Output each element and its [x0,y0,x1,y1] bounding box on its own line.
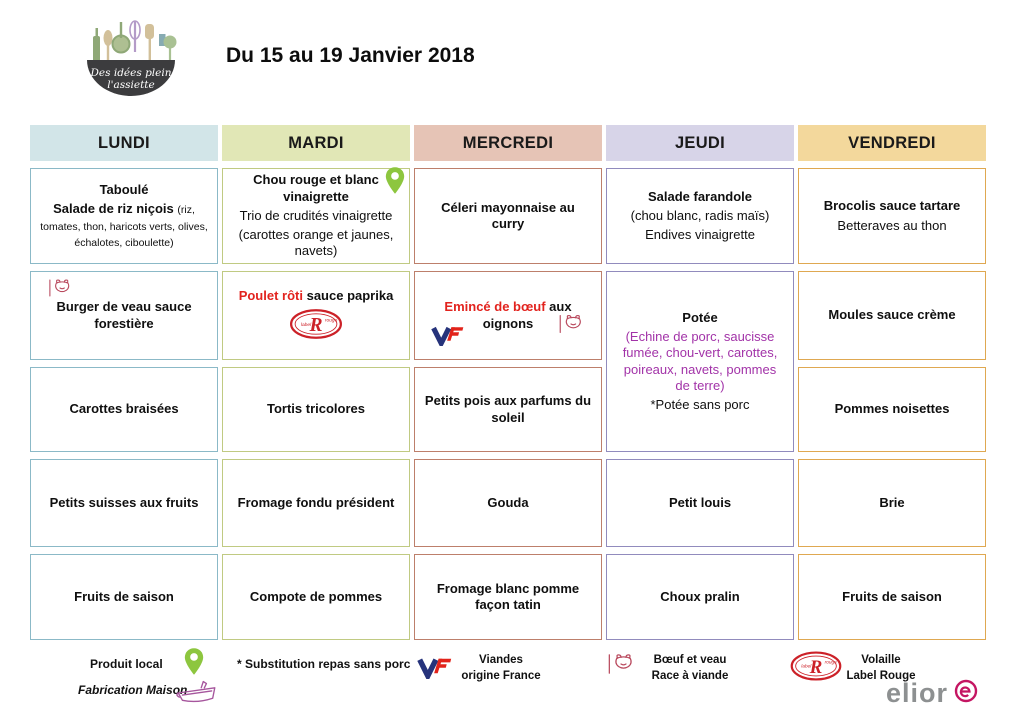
viandes-france-icon [431,322,465,351]
cell-mercredi-starter [414,168,602,264]
cell-vendredi-main [798,271,986,360]
beef-veal-icon [47,278,73,303]
dish-name: Fromage blanc pomme façon tatin [436,580,580,612]
homemade-dish-icon [172,677,220,714]
legend-fabrication-maison-label: Fabrication Maison [78,683,188,697]
legend-volaille-label: Volaille Label Rouge [846,654,916,682]
dish-detail: (chou blanc, radis maïs) [630,207,770,223]
dish-name: Céleri mayonnaise au curry [441,199,575,231]
cell-lundi-starter [30,168,218,264]
column-mardi [222,125,410,640]
dish-name: Brocolis sauce tartare [823,198,961,214]
dish-name: Brie [879,494,905,510]
dish-name: Endives vinaigrette [645,227,755,243]
cell-mercredi-dessert [414,554,602,640]
svg-text:R: R [809,656,823,678]
dish-name: Chou rouge et blanc vinaigrette [253,172,379,204]
svg-text:label: label [300,322,312,328]
dish-name: Tortis tricolores [266,401,365,417]
cell-lundi-cheese [30,459,218,547]
elior-logo-text: elior [886,678,949,708]
dish-name: Trio de crudités vinaigrette [239,207,393,223]
beef-veal-icon [606,653,636,680]
dish-name: Petit louis [668,494,732,510]
cell-vendredi-starter [798,168,986,264]
svg-text:label: label [801,664,812,670]
cell-jeudi-starter [606,168,794,264]
brand-logo-text-line2: l'assiette [107,79,155,91]
cell-jeudi-cheese [606,459,794,547]
menu-table [30,125,986,640]
dish-name: Betteraves au thon [837,217,947,233]
dish-name: Choux pralin [660,588,740,604]
svg-text:rouge: rouge [324,317,338,323]
legend-boeuf-label: Bœuf et veau Race à viande [651,654,729,682]
label-rouge-icon [790,650,842,687]
cell-mardi-side [222,367,410,452]
dish-name: Salade de riz niçois (riz, tomates, thon, haricots verts, olives, échalotes, ciboulette) [40,201,208,249]
beef-veal-icon [557,314,585,339]
dish-name: Salade farandole [647,188,753,204]
day-header-lundi: LUNDI [30,125,218,161]
column-mercredi [414,125,602,640]
dish-name: Pommes noisettes [834,401,950,417]
brand-logo-text-line1: Des idées plein [90,67,172,79]
dish-name: Fruits de saison [842,588,942,604]
cell-mercredi-side [414,367,602,452]
cell-vendredi-side [798,367,986,452]
dish-name: Poulet rôti sauce paprika [238,287,394,303]
brand-logo [75,8,187,107]
day-header-mardi: MARDI [222,125,410,161]
dish-name: Burger de veau sauce forestière [56,299,192,331]
cell-mardi-cheese [222,459,410,547]
cell-jeudi-main-merged [606,271,794,452]
dish-detail: (carottes orange et jaunes, navets) [238,227,394,259]
label-rouge-icon [289,308,343,345]
cell-lundi-main [30,271,218,360]
dish-name: Moules sauce crème [828,307,956,323]
day-header-vendredi: VENDREDI [798,125,986,161]
elior-logo [886,678,979,709]
legend-produit-local-label: Produit local [90,657,163,671]
viandes-france-icon [417,653,453,684]
dish-name: Compote de pommes [249,588,383,604]
dish-name: Fruits de saison [74,588,174,604]
cell-mardi-main [222,271,410,360]
dish-name: Fromage fondu président [237,494,395,510]
day-header-mercredi: MERCREDI [414,125,602,161]
legend-viandes-label: Viandes origine France [461,654,541,682]
dish-note: *Potée sans porc [650,397,750,412]
dish-name: Petits suisses aux fruits [49,494,199,510]
cell-mardi-dessert [222,554,410,640]
dish-name: Carottes braisées [69,401,179,417]
cell-mercredi-main [414,271,602,360]
svg-text:rouge: rouge [824,660,837,666]
page-title: Du 15 au 19 Janvier 2018 [226,44,475,67]
cell-jeudi-dessert [606,554,794,640]
dish-name: Emincé de bœuf aux oignons [444,299,572,331]
cell-mercredi-cheese [414,459,602,547]
svg-text:R: R [309,314,323,336]
cell-vendredi-dessert [798,554,986,640]
column-lundi [30,125,218,640]
cell-vendredi-cheese [798,459,986,547]
local-pin-icon [384,166,406,201]
dish-name: Petits pois aux parfums du soleil [424,393,592,425]
dish-name: Potée [682,309,718,325]
brand-logo-graphic [75,8,187,102]
legend-substitution-label: * Substitution repas sans porc [237,657,411,671]
elior-swirl-icon [953,678,979,709]
dish-name: Taboulé [99,182,149,197]
cell-lundi-side [30,367,218,452]
day-header-jeudi: JEUDI [606,125,794,161]
column-vendredi [798,125,986,640]
cell-lundi-dessert [30,554,218,640]
column-jeudi [606,125,794,640]
cell-mardi-starter [222,168,410,264]
legend [0,645,1024,724]
dish-name: Gouda [487,494,529,510]
dish-detail: (Echine de porc, saucisse fumée, chou-vert, carottes, poireaux, navets, pommes de terre) [622,329,778,393]
